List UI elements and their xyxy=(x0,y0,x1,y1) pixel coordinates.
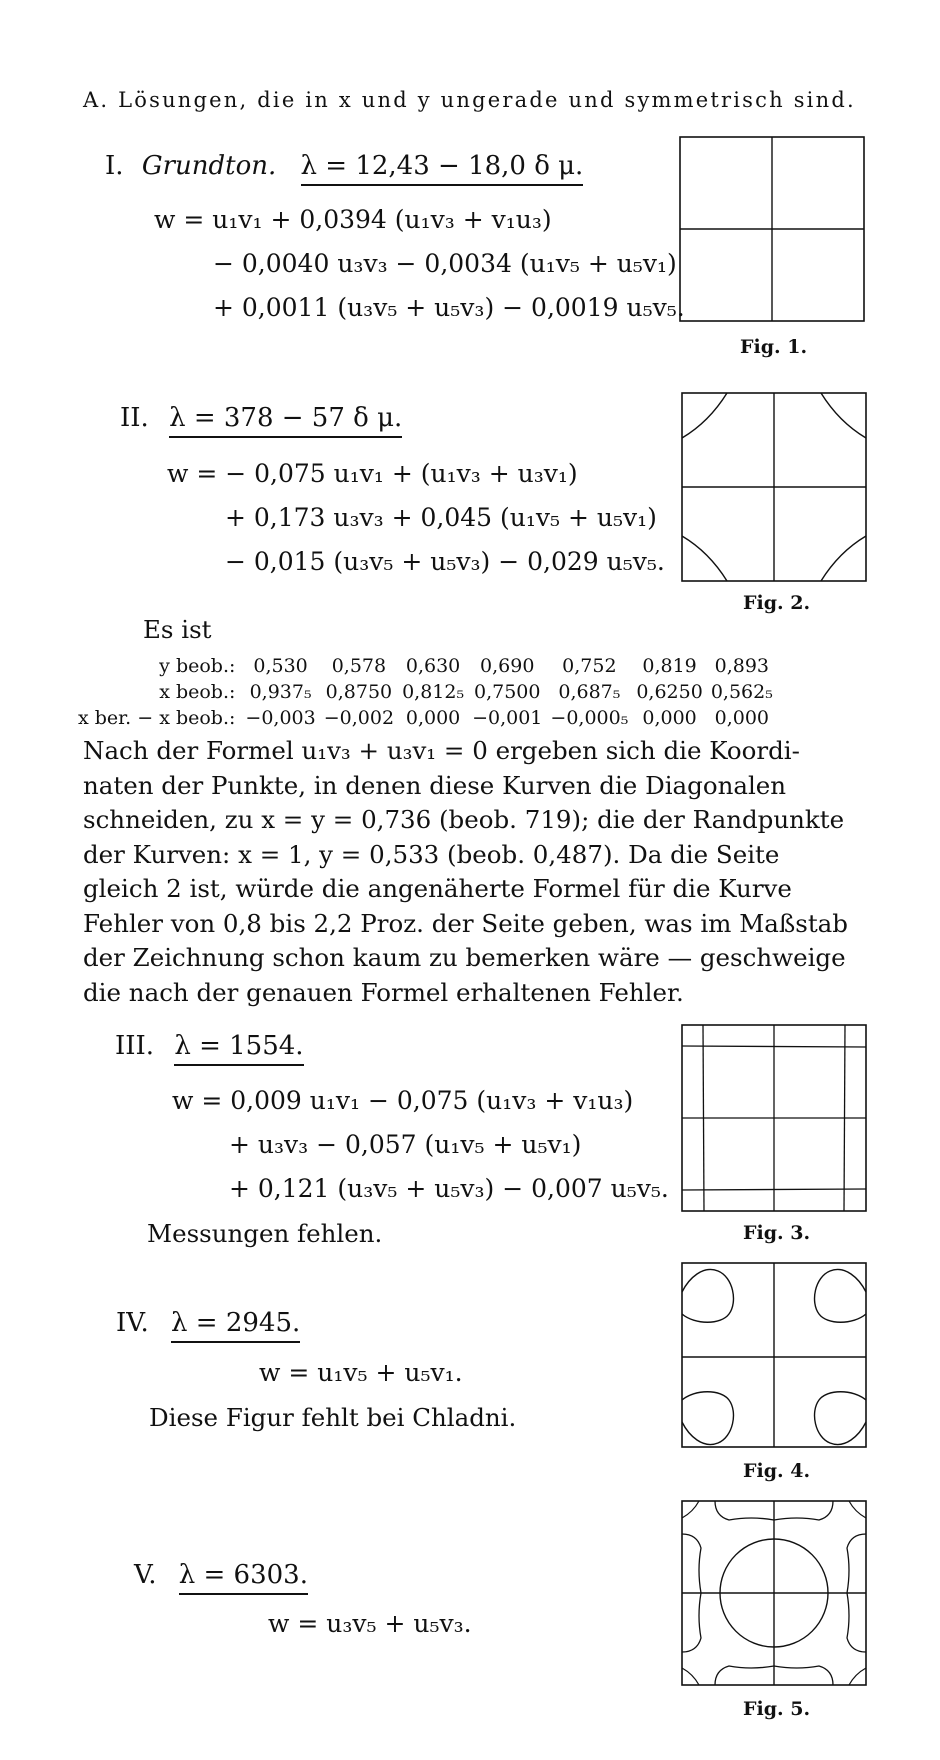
table-cell: 0,819 xyxy=(642,655,697,677)
figure-5-caption: Fig. 5. xyxy=(743,1698,811,1720)
fig2-corner-curve-bottom-left xyxy=(682,536,727,581)
section-3-number: III. xyxy=(115,1031,155,1061)
fig5-corner-arc-bottom-right xyxy=(849,1668,866,1685)
section-4-title xyxy=(116,1308,300,1338)
section-5-title xyxy=(134,1560,308,1590)
section-3-title xyxy=(115,1031,304,1061)
fig3-nodal-line xyxy=(682,1046,866,1047)
figure-4-caption: Fig. 4. xyxy=(743,1460,811,1482)
table-cell: 0,893 xyxy=(714,655,770,677)
section-1-number: I. xyxy=(105,151,124,181)
fig2-corner-curve-top-left xyxy=(682,393,727,438)
fig2-corner-curve-bottom-right xyxy=(821,536,866,581)
table-cell: −0,001 xyxy=(472,707,543,729)
section-3-eq-line-3: + 0,121 (u₃v₅ + u₅v₃) − 0,007 u₅v₅. xyxy=(229,1174,669,1203)
table-cell: 0,530 xyxy=(253,655,308,677)
table-cell: −0,002 xyxy=(323,707,395,729)
section-1-eq-line-1: w = u₁v₁ + 0,0394 (u₁v₃ + v₁u₃) xyxy=(154,205,552,234)
figure-2-caption: Fig. 2. xyxy=(743,592,811,614)
paragraph-line: naten der Punkte, in denen diese Kurven die Diagonalen xyxy=(83,770,787,800)
es-ist-label: Es ist xyxy=(143,615,212,644)
figure-1-diagram xyxy=(679,136,865,322)
table-row xyxy=(74,679,777,705)
explanation-paragraph xyxy=(83,734,873,1010)
section-2-number: II. xyxy=(120,403,149,433)
table-cell: 0,630 xyxy=(405,655,461,677)
table-cell: 0,752 xyxy=(562,655,617,677)
paragraph-line: gleich 2 ist, würde die angenäherte Formel für die Kurve xyxy=(83,874,792,903)
section-5-lambda: λ = 6303. xyxy=(179,1560,308,1595)
section-5-number: V. xyxy=(134,1560,157,1590)
table-cell: 0,687₅ xyxy=(558,681,621,703)
section-1-eq-line-3: + 0,0011 (u₃v₅ + u₅v₃) − 0,0019 u₅v₅. xyxy=(213,293,685,322)
fig4-loop-bottom-right xyxy=(815,1392,866,1445)
fig5-corner-arc-top-right xyxy=(849,1501,866,1518)
table-row-label: x ber. − x beob.: xyxy=(78,707,236,729)
section-heading: A. Lösungen, die in x und y ungerade und symmetrisch sind. xyxy=(83,88,856,112)
figure-5-diagram xyxy=(681,1500,867,1686)
table-row xyxy=(74,705,777,731)
section-4-lambda: λ = 2945. xyxy=(171,1308,300,1343)
section-3-lambda: λ = 1554. xyxy=(174,1031,303,1066)
table-cell: 0,8750 xyxy=(325,681,393,703)
table-cell: 0,000 xyxy=(642,707,697,729)
table-row-label: y beob.: xyxy=(159,655,236,677)
section-2-eq-line-1: w = − 0,075 u₁v₁ + (u₁v₃ + u₃v₁) xyxy=(167,459,578,488)
paragraph-line: die nach der genauen Formel erhaltenen Fehler. xyxy=(83,977,684,1007)
section-2-lambda: λ = 378 − 57 δ μ. xyxy=(169,403,402,438)
paragraph-line: Fehler von 0,8 bis 2,2 Proz. der Seite geben, was im Maßstab xyxy=(83,908,848,938)
paragraph-line: schneiden, zu x = y = 0,736 (beob. 719); die der Randpunkte xyxy=(83,805,845,834)
section-5-eq-line-1: w = u₃v₅ + u₅v₃. xyxy=(268,1609,472,1638)
table-row xyxy=(74,653,777,679)
section-1-lambda: λ = 12,43 − 18,0 δ μ. xyxy=(301,151,584,186)
fig4-loop-top-left xyxy=(682,1269,733,1322)
paragraph-line: der Zeichnung schon kaum zu bemerken wäre — geschweige xyxy=(83,943,846,972)
section-3-eq-line-2: + u₃v₃ − 0,057 (u₁v₅ + u₅v₁) xyxy=(229,1130,582,1159)
table-cell: 0,000 xyxy=(405,707,461,729)
figure-1-caption: Fig. 1. xyxy=(740,336,808,358)
fig4-loop-top-right xyxy=(815,1269,866,1322)
fig3-nodal-line xyxy=(682,1189,866,1190)
table-cell: −0,003 xyxy=(245,707,316,729)
section-3-note: Messungen fehlen. xyxy=(147,1219,383,1248)
section-4-eq-line-1: w = u₁v₅ + u₅v₁. xyxy=(259,1358,463,1387)
fig5-corner-arc-top-left xyxy=(682,1501,699,1518)
table-cell: 0,578 xyxy=(331,655,387,677)
table-cell: 0,937₅ xyxy=(249,681,312,703)
table-cell: −0,000₅ xyxy=(550,707,629,729)
figure-2-diagram xyxy=(681,392,867,582)
table-cell: 0,690 xyxy=(480,655,535,677)
section-4-number: IV. xyxy=(116,1308,149,1338)
table-cell: 0,000 xyxy=(714,707,770,729)
fig2-corner-curve-top-right xyxy=(821,393,866,438)
section-2-title xyxy=(120,403,402,433)
table-cell: 0,6250 xyxy=(636,681,703,703)
section-2-eq-line-2: + 0,173 u₃v₃ + 0,045 (u₁v₅ + u₅v₁) xyxy=(225,503,657,532)
section-1-name: Grundton. xyxy=(141,151,277,181)
measurement-table xyxy=(74,653,777,731)
section-4-note: Diese Figur fehlt bei Chladni. xyxy=(149,1403,517,1432)
section-2-eq-line-3: − 0,015 (u₃v₅ + u₅v₃) − 0,029 u₅v₅. xyxy=(225,547,665,576)
table-cell: 0,562₅ xyxy=(710,681,773,703)
table-cell: 0,7500 xyxy=(474,681,541,703)
paragraph-line: Nach der Formel u₁v₃ + u₃v₁ = 0 ergeben sich die Koordi- xyxy=(83,736,800,765)
table-cell: 0,812₅ xyxy=(402,681,465,703)
fig5-corner-arc-bottom-left xyxy=(682,1668,699,1685)
section-3-eq-line-1: w = 0,009 u₁v₁ − 0,075 (u₁v₃ + v₁u₃) xyxy=(172,1086,634,1115)
table-row-label: x beob.: xyxy=(159,681,236,703)
figure-3-caption: Fig. 3. xyxy=(743,1222,811,1244)
figure-4-diagram xyxy=(681,1262,867,1448)
figure-3-diagram xyxy=(681,1024,867,1212)
fig4-loop-bottom-left xyxy=(682,1392,733,1445)
section-1-title xyxy=(105,151,583,181)
section-1-eq-line-2: − 0,0040 u₃v₃ − 0,0034 (u₁v₅ + u₅v₁) xyxy=(213,249,677,278)
paragraph-line: der Kurven: x = 1, y = 0,533 (beob. 0,487). Da die Seite xyxy=(83,839,780,869)
